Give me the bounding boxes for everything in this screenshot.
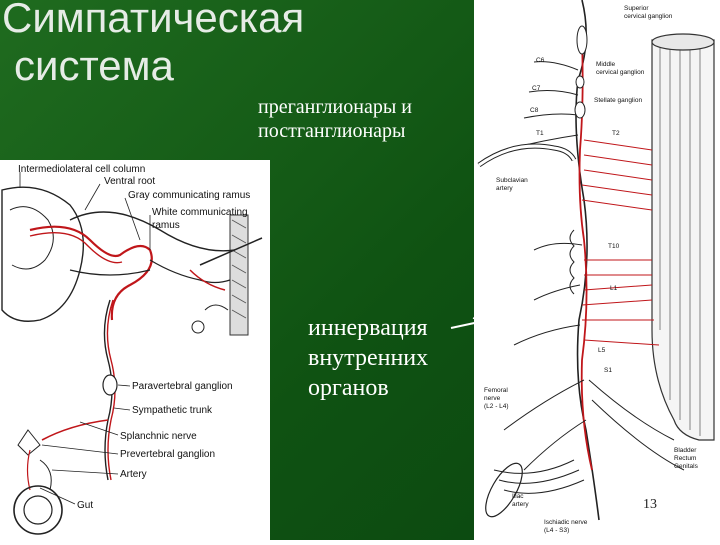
postganglionic-fiber <box>190 270 225 290</box>
label-iliac-2: artery <box>512 501 529 508</box>
innervation-caption <box>308 313 428 403</box>
aorta-outline <box>652 40 714 440</box>
label-prevertebral: Prevertebral ganglion <box>120 449 216 460</box>
blood-vessel <box>192 321 204 333</box>
page-number: 13 <box>643 497 657 512</box>
gut-outer <box>14 486 62 534</box>
label-subclavian-1: Subclavian <box>496 177 528 184</box>
label-intermediolateral: Intermediolateral cell column <box>18 164 146 175</box>
sympathetic-chain-diagram <box>474 0 720 540</box>
title-line-1: Симпатическая <box>2 0 305 41</box>
label-middle-2: cervical ganglion <box>596 69 645 76</box>
vertebral-wall <box>230 215 248 335</box>
label-bladder-1: Bladder <box>674 447 697 454</box>
subtitle-line-1: преганглионары и <box>258 96 412 118</box>
label-c8: C8 <box>530 107 539 114</box>
label-femoral-1: Femoral <box>484 387 508 394</box>
gray-ramus <box>150 260 230 283</box>
spinal-cord-outline <box>2 187 83 321</box>
vertebra-left-edge <box>570 230 574 294</box>
slide-subtitle <box>258 95 412 143</box>
innervation-line-3: органов <box>308 375 389 401</box>
label-t10: T10 <box>608 243 620 250</box>
innervation-line-1: иннервация <box>308 315 428 341</box>
leader-artery <box>52 470 118 474</box>
subtitle-line-2: постганглионары <box>258 120 406 142</box>
left-diagram-panel <box>0 160 270 540</box>
label-l1: L1 <box>610 285 618 292</box>
splanchnic-nerve <box>42 420 108 440</box>
lumbosacral-plexus <box>494 460 584 493</box>
middle-cervical-ganglion <box>576 76 584 88</box>
label-t2: T2 <box>612 130 620 137</box>
label-s1: S1 <box>604 367 612 374</box>
leader-prevertebral <box>42 445 118 454</box>
ventral-root <box>70 270 150 275</box>
label-white-ramus-1: White communicating <box>152 207 248 218</box>
gut-inner <box>24 496 52 524</box>
label-paravertebral: Paravertebral ganglion <box>132 381 233 392</box>
label-gray-ramus: Gray communicating ramus <box>128 190 251 201</box>
label-white-ramus-2: ramus <box>152 220 180 231</box>
label-ventral-root: Ventral root <box>104 176 156 187</box>
label-stellate: Stellate ganglion <box>594 97 643 104</box>
label-ischiadic-2: (L4 - S3) <box>544 527 570 534</box>
label-femoral-2: nerve <box>484 395 501 402</box>
postganglionic-branches <box>582 140 659 345</box>
innervation-line-2: внутренних <box>308 345 429 371</box>
paravertebral-ganglion <box>103 375 117 395</box>
spinal-nerves <box>504 62 586 470</box>
aorta-top <box>652 34 714 50</box>
sympathetic-reflex-diagram <box>0 160 270 540</box>
label-bladder-3: Genitals <box>674 463 698 470</box>
label-c7: C7 <box>532 85 541 92</box>
label-artery: Artery <box>120 469 147 480</box>
leader-paravertebral <box>118 385 130 386</box>
label-splanchnic: Splanchnic nerve <box>120 431 197 442</box>
postganglionic-to-gut <box>28 450 31 490</box>
right-diagram-panel <box>474 0 720 540</box>
label-t1: T1 <box>536 130 544 137</box>
label-bladder-2: Rectum <box>674 455 697 462</box>
label-c6: C6 <box>536 57 545 64</box>
leader-trunk <box>114 408 130 410</box>
title-line-2: система <box>14 42 174 89</box>
leader-splanchnic <box>80 422 118 435</box>
slide-title <box>2 0 304 90</box>
label-sympathetic-trunk: Sympathetic trunk <box>132 405 213 416</box>
label-femoral-3: (L2 - L4) <box>484 403 509 410</box>
superior-cervical-ganglion <box>577 26 587 54</box>
label-ischiadic-1: Ischiadic nerve <box>544 519 588 526</box>
leader-ventral <box>85 184 100 210</box>
label-subclavian-2: artery <box>496 185 513 192</box>
label-superior-1: Superior <box>624 5 649 12</box>
leader-gut <box>40 488 75 504</box>
vessel-loop <box>205 305 228 310</box>
label-gut: Gut <box>77 500 94 511</box>
label-iliac-1: Iliac <box>512 493 524 500</box>
gray-matter-outline <box>10 207 53 269</box>
label-superior-2: cervical ganglion <box>624 13 673 20</box>
label-l5: L5 <box>598 347 606 354</box>
stellate-ganglion <box>575 102 585 118</box>
preganglionic-fiber-2 <box>30 233 122 263</box>
label-middle-1: Middle <box>596 61 616 68</box>
prevertebral-ganglion-shape <box>18 430 40 455</box>
